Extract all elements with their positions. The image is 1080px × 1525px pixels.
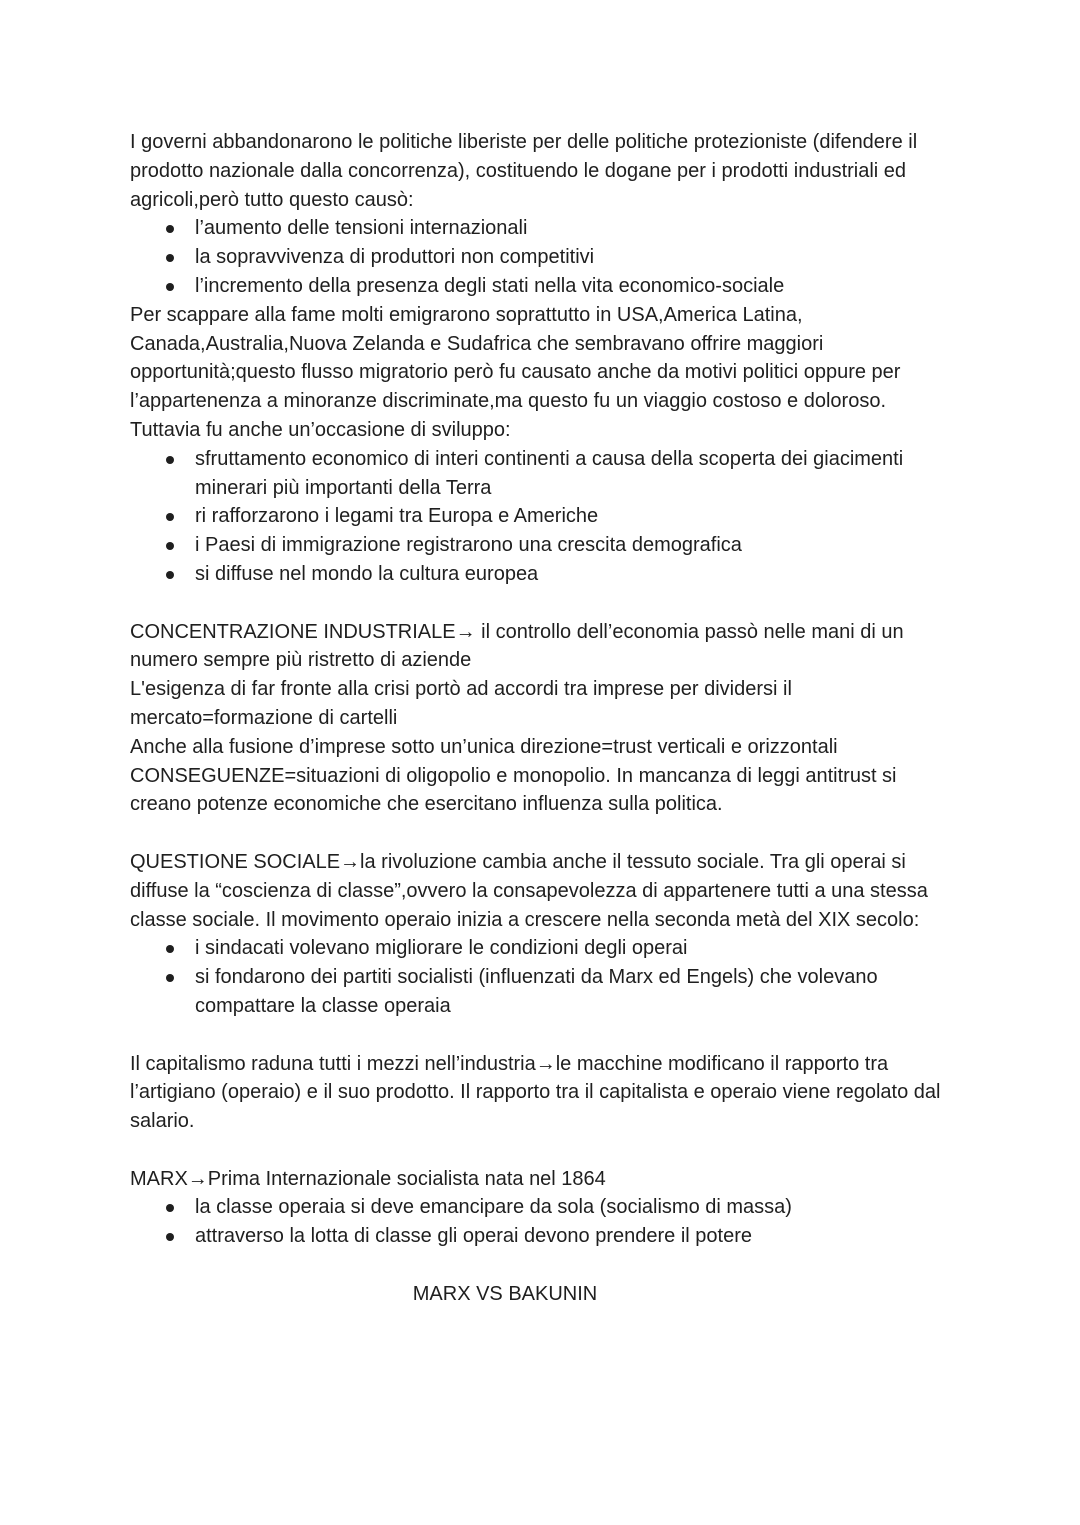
paragraph-marx: MARX→Prima Internazionale socialista nata nel 1864 — [130, 1167, 606, 1190]
paragraph-cartels: L'esigenza di far fronte alla crisi portò ad accordi tra imprese per dividersi il mercato=formazione di cartelli — [130, 678, 792, 729]
spacer — [130, 1251, 960, 1280]
list-item: i Paesi di immigrazione registrarono una crescita demografica — [195, 531, 960, 560]
paragraph-emigration: Per scappare alla fame molti emigrarono soprattutto in USA,America Latina, Canada,Australia,Nuova Zelanda e Sudafrica che sembravano offrire maggiori opportunità;questo flusso migratorio però fu causato anche da motivi politici oppure per l’appartenenza a minoranze discriminate,ma questo fu un viaggio costoso e doloroso. Tuttavia fu anche un’occasione di sviluppo: — [130, 303, 901, 441]
list-item: l’aumento delle tensioni internazionali — [195, 214, 960, 243]
list-labor-movement — [130, 934, 960, 1020]
list-item: attraverso la lotta di classe gli operai devono prendere il potere — [195, 1222, 960, 1251]
spacer — [130, 819, 960, 848]
spacer — [130, 1021, 960, 1050]
list-item: sfruttamento economico di interi continenti a causa della scoperta dei giacimenti minerari più importanti della Terra — [195, 445, 960, 503]
spacer — [130, 589, 960, 618]
paragraph-concentration: CONCENTRAZIONE INDUSTRIALE→ il controllo dell’economia passò nelle mani di un numero sempre più ristretto di aziende — [130, 620, 904, 672]
list-item: i sindacati volevano migliorare le condizioni degli operai — [195, 934, 960, 963]
paragraph-capitalism: Il capitalismo raduna tutti i mezzi nell’industria→le macchine modificano il rapporto tra l’artigiano (operaio) e il suo prodotto. Il rapporto tra il capitalista e operaio viene regolato dal salario. — [130, 1052, 941, 1133]
paragraph-consequences: CONSEGUENZE=situazioni di oligopolio e monopolio. In mancanza di leggi antitrust si creano potenze economiche che esercitano influenza sulla politica. — [130, 764, 897, 816]
list-item: si fondarono dei partiti socialisti (influenzati da Marx ed Engels) che volevano compattare la classe operaia — [195, 963, 960, 1021]
paragraph-social-question: QUESTIONE SOCIALE→la rivoluzione cambia anche il tessuto sociale. Tra gli operai si diffuse la “coscienza di classe”,ovvero la consapevolezza di appartenere tutti a una stessa classe sociale. Il movimento operaio inizia a crescere nella seconda metà del XIX secolo: — [130, 850, 928, 931]
list-item: la classe operaia si deve emancipare da sola (socialismo di massa) — [195, 1193, 960, 1222]
paragraph-protectionism: I governi abbandonarono le politiche liberiste per delle politiche protezioniste (difendere il prodotto nazionale dalla concorrenza), costituendo le dogane per i prodotti industriali ed agricoli,però tutto questo causò: — [130, 131, 918, 211]
section-title: MARX VS BAKUNIN — [412, 1282, 598, 1305]
spacer — [130, 1136, 960, 1165]
list-consequences — [130, 214, 960, 300]
list-development — [130, 445, 960, 589]
document-page — [130, 128, 960, 1309]
list-item: si diffuse nel mondo la cultura europea — [195, 560, 960, 589]
list-item: la sopravvivenza di produttori non competitivi — [195, 243, 960, 272]
list-item: l’incremento della presenza degli stati nella vita economico-sociale — [195, 272, 960, 301]
list-marx-points — [130, 1193, 960, 1251]
paragraph-trusts: Anche alla fusione d’imprese sotto un’unica direzione=trust verticali e orizzontali — [130, 735, 838, 758]
list-item: ri rafforzarono i legami tra Europa e Americhe — [195, 502, 960, 531]
